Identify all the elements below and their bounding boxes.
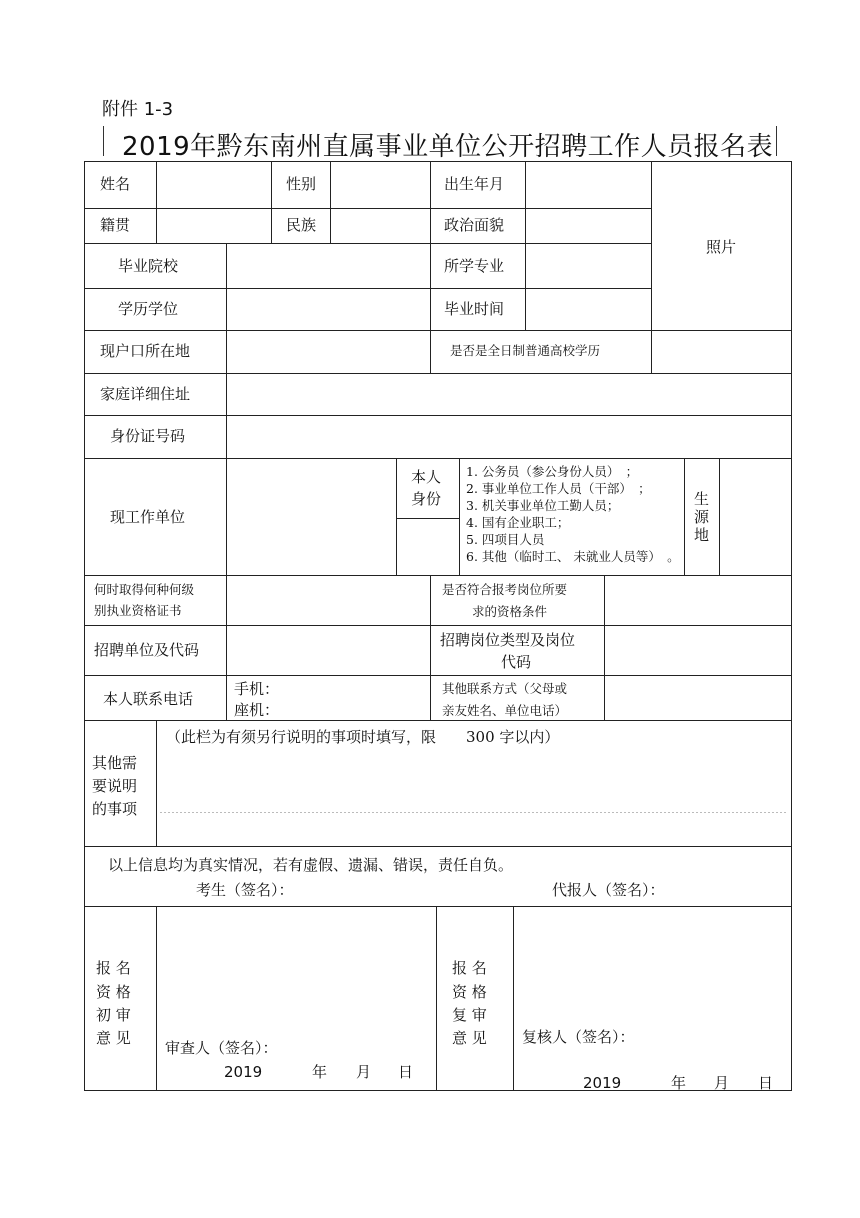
identity-option: 2. 事业单位工作人员（干部） ； (466, 481, 651, 496)
label-meets-1: 是否符合报考岗位所要 (442, 582, 568, 597)
identity-option: 4. 国有企业职工； (466, 515, 570, 530)
label-notes-3: 的事项 (92, 800, 138, 818)
label-hukou: 现户口所在地 (100, 342, 191, 360)
reviewer-year-char: 年 (312, 1063, 328, 1081)
label-ethnicity: 民族 (286, 216, 317, 234)
label-phone: 本人联系电话 (103, 690, 194, 708)
label-landline: 座机： (234, 701, 280, 719)
label-identity-2: 身份 (411, 490, 442, 508)
reviewer-month-char: 月 (356, 1063, 372, 1081)
label-cert-1: 何时取得何种何级 (94, 582, 195, 597)
label-cert-2: 别执业资格证书 (94, 603, 182, 618)
label-notes-1: 其他需 (92, 754, 138, 772)
review2-line-b: 资 格 (452, 983, 487, 1001)
identity-options-list (466, 463, 680, 565)
label-source-1: 生 (694, 490, 710, 508)
review2-line-a: 报 名 (452, 959, 487, 977)
review1-line-c: 初 审 (96, 1006, 131, 1024)
label-notes-2: 要说明 (92, 777, 138, 795)
label-birth: 出生年月 (444, 175, 505, 193)
rechecker-day-char: 日 (758, 1074, 774, 1092)
review1-line-a: 报 名 (96, 959, 131, 977)
label-source-2: 源 (694, 508, 710, 526)
label-unit-code: 招聘单位及代码 (94, 641, 200, 659)
annex-label: 附件 1-3 (102, 99, 174, 120)
identity-option: 3. 机关事业单位工勤人员； (466, 498, 620, 513)
label-work-unit: 现工作单位 (110, 508, 186, 526)
label-post-2: 代码 (501, 653, 532, 671)
agent-sign-label: 代报人（签名）： (552, 881, 665, 899)
reviewer-sign-label: 审查人（签名）： (165, 1039, 278, 1057)
label-address: 家庭详细住址 (100, 385, 191, 403)
label-other-contact-1: 其他联系方式（父母或 (442, 681, 568, 696)
label-name: 姓名 (100, 175, 131, 193)
label-degree: 学历学位 (118, 300, 179, 318)
identity-option: 1. 公务员（参公身份人员） ； (466, 464, 639, 479)
rechecker-year-char: 年 (671, 1074, 687, 1092)
label-post-1: 招聘岗位类型及岗位 (440, 631, 576, 649)
label-identity-1: 本人 (411, 468, 442, 486)
review1-line-b: 资 格 (96, 983, 131, 1001)
label-grad-time: 毕业时间 (444, 300, 505, 318)
review2-line-d: 意 见 (452, 1029, 487, 1047)
label-other-contact-2: 亲友姓名、单位电话） (442, 703, 568, 718)
notes-hint: （此栏为有须另行说明的事项时填写，限 300 字以内） (166, 728, 560, 746)
review2-line-c: 复 审 (452, 1006, 487, 1024)
review1-line-d: 意 见 (96, 1029, 131, 1047)
identity-option: 5. 四项目人员 (466, 532, 545, 547)
label-major: 所学专业 (444, 257, 505, 275)
rechecker-year: 2019 (583, 1074, 622, 1092)
identity-option: 6. 其他（临时工、 未就业人员等） 。 (466, 549, 680, 564)
form-title: 2019年黔东南州直属事业单位公开招聘工作人员报名表 (122, 132, 774, 162)
label-gender: 性别 (286, 175, 317, 193)
rechecker-sign-label: 复核人（签名）： (522, 1028, 635, 1046)
reviewer-year: 2019 (224, 1063, 263, 1081)
label-id-number: 身份证号码 (110, 427, 186, 445)
label-meets-2: 求的资格条件 (472, 604, 548, 619)
label-mobile: 手机： (234, 680, 280, 698)
label-fulltime: 是否是全日制普通高校学历 (450, 343, 601, 358)
label-photo: 照片 (706, 238, 737, 256)
label-source-3: 地 (694, 526, 710, 544)
declaration-text: 以上信息均为真实情况，若有虚假、遗漏、错误，责任自负。 (108, 856, 514, 874)
rechecker-month-char: 月 (714, 1074, 730, 1092)
reviewer-day-char: 日 (398, 1063, 414, 1081)
label-political: 政治面貌 (444, 216, 505, 234)
label-native: 籍贯 (100, 216, 131, 234)
candidate-sign-label: 考生（签名）： (196, 881, 294, 899)
label-school: 毕业院校 (118, 257, 179, 275)
